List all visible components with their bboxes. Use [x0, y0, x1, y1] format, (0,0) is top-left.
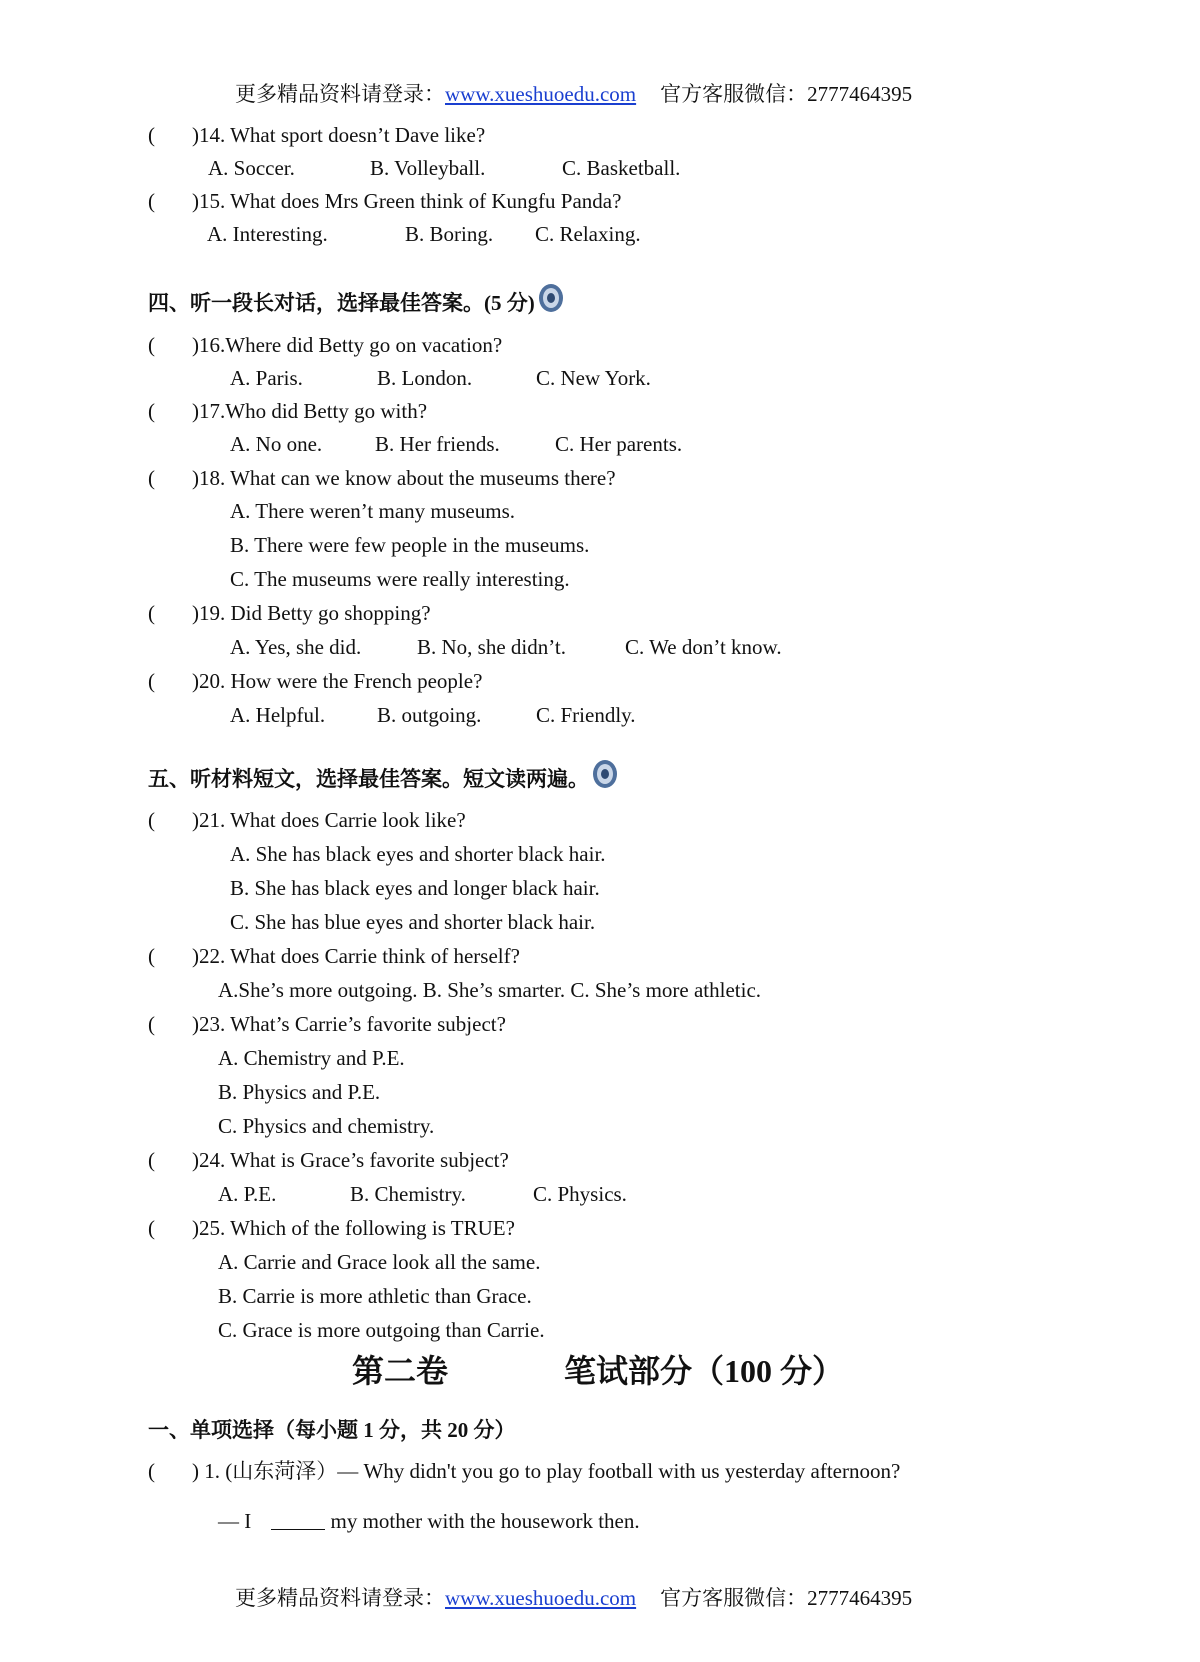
answer-paren[interactable]: ( — [148, 399, 155, 423]
q15-option-a: A. Interesting. — [207, 222, 328, 246]
page-footer — [235, 1582, 912, 1612]
q14-option-a: A. Soccer. — [208, 156, 295, 180]
answer-paren[interactable]: ( — [148, 1216, 155, 1240]
q19-option-a: A. Yes, she did. — [230, 635, 362, 659]
question-19: )19. Did Betty go shopping? — [192, 601, 431, 625]
answer-paren[interactable]: ( — [148, 466, 155, 490]
question-18: )18. What can we know about the museums there? — [192, 466, 616, 490]
question-14: )14. What sport doesn’t Dave like? — [192, 123, 486, 147]
answer-paren[interactable]: ( — [148, 333, 155, 357]
page-header — [235, 78, 912, 108]
section-4-heading — [148, 282, 565, 317]
q19-option-b: B. No, she didn’t. — [417, 635, 566, 659]
q21-option-c: C. She has blue eyes and shorter black hair. — [230, 910, 596, 934]
q16-option-a: A. Paris. — [230, 366, 303, 390]
answer-paren[interactable]: ( — [148, 123, 155, 147]
q18-option-a: A. There weren’t many museums. — [230, 499, 515, 523]
answer-paren[interactable]: ( — [148, 189, 155, 213]
section-4-title: 四、听一段长对话，选择最佳答案。(5 分) — [148, 291, 535, 315]
q17-option-c: C. Her parents. — [555, 432, 683, 456]
q16-option-c: C. New York. — [536, 366, 651, 390]
q19-option-c: C. We don’t know. — [625, 635, 782, 659]
footer-url-link[interactable]: www.xueshuoedu.com — [445, 1586, 637, 1610]
q16-option-b: B. London. — [377, 366, 473, 390]
q15-option-c: C. Relaxing. — [535, 222, 641, 246]
q15-option-b: B. Boring. — [405, 222, 494, 246]
speaker-icon[interactable] — [591, 758, 619, 790]
question-15: )15. What does Mrs Green think of Kungfu Panda? — [192, 189, 622, 213]
answer-paren[interactable]: ( — [148, 669, 155, 693]
answer-blank[interactable] — [271, 1509, 325, 1530]
question-17: )17.Who did Betty go with? — [192, 399, 428, 423]
question-20: )20. How were the French people? — [192, 669, 483, 693]
written-question-1: ) 1. (山东菏泽）— Why didn't you go to play football with us yesterday afternoon? — [192, 1459, 901, 1483]
q24-option-a: A. P.E. — [218, 1182, 277, 1206]
header-prefix: 更多精品资料请登录： — [235, 82, 445, 106]
answer-paren[interactable]: ( — [148, 601, 155, 625]
q23-option-b: B. Physics and P.E. — [218, 1080, 381, 1104]
section-5-title: 五、听材料短文，选择最佳答案。短文读两遍。 — [148, 767, 589, 791]
w1-line2-end: my mother with the housework then. — [330, 1509, 640, 1533]
q25-option-b: B. Carrie is more athletic than Grace. — [218, 1284, 532, 1308]
q24-option-c: C. Physics. — [533, 1182, 627, 1206]
q18-option-b: B. There were few people in the museums. — [230, 533, 590, 557]
question-16: )16.Where did Betty go on vacation? — [192, 333, 503, 357]
q18-option-c: C. The museums were really interesting. — [230, 567, 570, 591]
q25-option-a: A. Carrie and Grace look all the same. — [218, 1250, 541, 1274]
question-21: )21. What does Carrie look like? — [192, 808, 466, 832]
section-5-heading — [148, 758, 619, 793]
q22-options: A.She’s more outgoing. B. She’s smarter. C. She’s more athletic. — [218, 978, 762, 1002]
answer-paren[interactable]: ( — [148, 1459, 155, 1483]
q21-option-a: A. She has black eyes and shorter black hair. — [230, 842, 606, 866]
q20-option-b: B. outgoing. — [377, 703, 482, 727]
w1-line2-start: — I — [218, 1509, 252, 1533]
q23-option-c: C. Physics and chemistry. — [218, 1114, 435, 1138]
q14-option-c: C. Basketball. — [562, 156, 681, 180]
q14-option-b: B. Volleyball. — [370, 156, 486, 180]
q23-option-a: A. Chemistry and P.E. — [218, 1046, 405, 1070]
question-22: )22. What does Carrie think of herself? — [192, 944, 520, 968]
question-25: )25. Which of the following is TRUE? — [192, 1216, 515, 1240]
part-2-subtitle: 笔试部分（100 分） — [564, 1353, 845, 1389]
q24-option-b: B. Chemistry. — [350, 1182, 466, 1206]
q17-option-b: B. Her friends. — [375, 432, 500, 456]
answer-paren[interactable]: ( — [148, 944, 155, 968]
answer-paren[interactable]: ( — [148, 1148, 155, 1172]
header-url-link[interactable]: www.xueshuoedu.com — [445, 82, 637, 106]
written-question-1-line2 — [218, 1508, 640, 1534]
q21-option-b: B. She has black eyes and longer black hair. — [230, 876, 600, 900]
q17-option-a: A. No one. — [230, 432, 323, 456]
footer-wechat: 官方客服微信：2777464395 — [660, 1586, 913, 1610]
q25-option-c: C. Grace is more outgoing than Carrie. — [218, 1318, 545, 1342]
answer-paren[interactable]: ( — [148, 1012, 155, 1036]
question-23: )23. What’s Carrie’s favorite subject? — [192, 1012, 506, 1036]
part-2-title: 第二卷 — [352, 1353, 449, 1389]
footer-prefix: 更多精品资料请登录： — [235, 1586, 445, 1610]
speaker-icon[interactable] — [537, 282, 565, 314]
header-wechat: 官方客服微信：2777464395 — [660, 82, 913, 106]
written-section-1-heading: 一、单项选择（每小题 1 分，共 20 分） — [148, 1418, 516, 1442]
question-24: )24. What is Grace’s favorite subject? — [192, 1148, 509, 1172]
answer-paren[interactable]: ( — [148, 808, 155, 832]
q20-option-a: A. Helpful. — [230, 703, 326, 727]
q20-option-c: C. Friendly. — [536, 703, 636, 727]
